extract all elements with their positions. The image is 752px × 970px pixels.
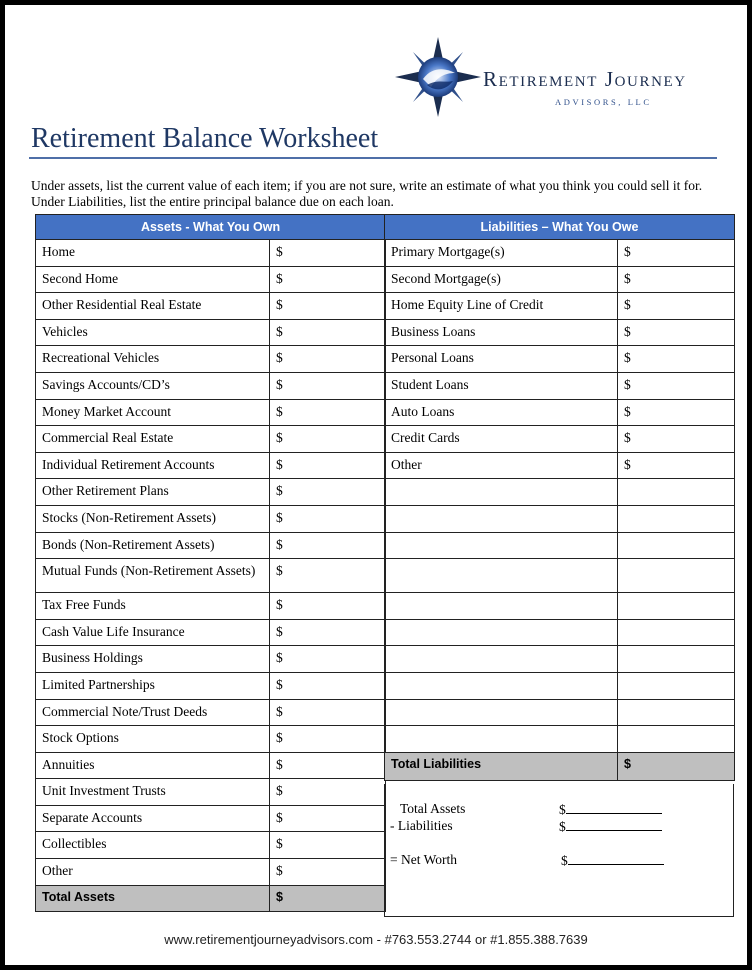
liabilities-row bbox=[385, 505, 735, 532]
asset-label-text: Commercial Real Estate bbox=[42, 430, 174, 446]
asset-label bbox=[36, 859, 270, 886]
total-liabilities-label bbox=[385, 752, 618, 780]
liability-value-field[interactable] bbox=[618, 372, 735, 399]
currency-symbol: $ bbox=[276, 536, 283, 552]
liability-value-field[interactable] bbox=[618, 646, 735, 673]
liability-label bbox=[385, 505, 618, 532]
asset-label bbox=[36, 399, 270, 426]
asset-value-field[interactable] bbox=[270, 505, 386, 532]
asset-value-field[interactable] bbox=[270, 726, 386, 753]
liability-value-field[interactable] bbox=[618, 452, 735, 479]
liabilities-row bbox=[385, 619, 735, 646]
asset-value-field[interactable] bbox=[270, 479, 386, 506]
total-assets-text: Total Assets bbox=[42, 889, 115, 904]
liability-label bbox=[385, 399, 618, 426]
asset-label bbox=[36, 805, 270, 832]
asset-label-text: Tax Free Funds bbox=[42, 597, 126, 613]
liability-value-field[interactable] bbox=[618, 293, 735, 320]
liability-label-text: Student Loans bbox=[391, 376, 469, 392]
assets-row bbox=[36, 646, 386, 673]
assets-row bbox=[36, 399, 386, 426]
asset-value-field[interactable] bbox=[270, 293, 386, 320]
asset-label-text: Commercial Note/Trust Deeds bbox=[42, 703, 208, 719]
summary-net-worth-field[interactable] bbox=[561, 852, 664, 869]
liability-label bbox=[385, 672, 618, 699]
asset-value-field[interactable] bbox=[270, 672, 386, 699]
asset-value-field[interactable] bbox=[270, 832, 386, 859]
asset-label bbox=[36, 532, 270, 559]
currency-symbol: $ bbox=[624, 430, 631, 446]
liability-label bbox=[385, 426, 618, 453]
liabilities-row bbox=[385, 399, 735, 426]
liability-label bbox=[385, 293, 618, 320]
liability-value-field[interactable] bbox=[618, 240, 735, 267]
liabilities-row bbox=[385, 372, 735, 399]
liability-label bbox=[385, 559, 618, 593]
liabilities-row bbox=[385, 346, 735, 373]
currency-symbol: $ bbox=[276, 403, 283, 419]
liability-value-field[interactable] bbox=[618, 266, 735, 293]
currency-symbol: $ bbox=[276, 703, 283, 719]
asset-value-field[interactable] bbox=[270, 452, 386, 479]
asset-value-field[interactable] bbox=[270, 646, 386, 673]
asset-label bbox=[36, 479, 270, 506]
currency-symbol: $ bbox=[276, 597, 283, 613]
currency-symbol: $ bbox=[624, 403, 631, 419]
currency-symbol: $ bbox=[276, 430, 283, 446]
worksheet-page bbox=[5, 5, 747, 965]
assets-row bbox=[36, 672, 386, 699]
asset-label bbox=[36, 752, 270, 779]
currency-symbol: $ bbox=[276, 756, 283, 772]
liability-value-field[interactable] bbox=[618, 672, 735, 699]
asset-value-field[interactable] bbox=[270, 372, 386, 399]
currency-symbol: $ bbox=[624, 244, 631, 259]
currency-symbol: $ bbox=[276, 623, 283, 639]
currency-symbol: $ bbox=[276, 889, 283, 904]
asset-value-field[interactable] bbox=[270, 699, 386, 726]
assets-row bbox=[36, 726, 386, 753]
net-worth-summary bbox=[384, 784, 734, 917]
asset-label bbox=[36, 699, 270, 726]
liabilities-header: Liabilities – What You Owe bbox=[385, 215, 735, 240]
brand-name: Retirement Journey bbox=[483, 67, 687, 91]
currency-symbol: $ bbox=[624, 323, 631, 339]
currency-symbol: $ bbox=[276, 809, 283, 825]
currency-symbol: $ bbox=[276, 483, 283, 499]
asset-label bbox=[36, 240, 270, 267]
asset-label-text: Second Home bbox=[42, 270, 119, 286]
assets-row bbox=[36, 479, 386, 506]
asset-value-field[interactable] bbox=[270, 399, 386, 426]
currency-symbol: $ bbox=[276, 376, 283, 392]
currency-symbol: $ bbox=[276, 676, 283, 692]
asset-label bbox=[36, 832, 270, 859]
currency-symbol: $ bbox=[559, 819, 566, 834]
liability-label-text: Personal Loans bbox=[391, 350, 474, 366]
asset-label-text: Other Residential Real Estate bbox=[42, 297, 202, 313]
asset-label-text: Collectibles bbox=[42, 836, 107, 852]
assets-row bbox=[36, 319, 386, 346]
assets-row bbox=[36, 779, 386, 806]
total-assets-field[interactable] bbox=[270, 885, 386, 911]
asset-value-field[interactable] bbox=[270, 319, 386, 346]
liabilities-row bbox=[385, 646, 735, 673]
asset-label-text: Limited Partnerships bbox=[42, 676, 155, 692]
asset-label-text: Business Holdings bbox=[42, 650, 143, 666]
brand-subtitle: ADVISORS, LLC bbox=[555, 97, 652, 107]
liabilities-row bbox=[385, 532, 735, 559]
asset-value-field[interactable] bbox=[270, 593, 386, 620]
liabilities-row bbox=[385, 726, 735, 753]
asset-label bbox=[36, 426, 270, 453]
liability-label bbox=[385, 479, 618, 506]
asset-label-text: Stocks (Non-Retirement Assets) bbox=[42, 509, 216, 525]
asset-label-text: Individual Retirement Accounts bbox=[42, 456, 215, 472]
asset-label bbox=[36, 346, 270, 373]
title-divider bbox=[29, 157, 717, 159]
asset-label-text: Money Market Account bbox=[42, 403, 171, 419]
compass-logo-icon bbox=[393, 35, 483, 119]
assets-row bbox=[36, 293, 386, 320]
asset-label-text: Home bbox=[42, 244, 75, 259]
liability-value-field[interactable] bbox=[618, 346, 735, 373]
liabilities-row bbox=[385, 240, 735, 267]
asset-label-text: Savings Accounts/CD’s bbox=[42, 376, 170, 392]
asset-label bbox=[36, 372, 270, 399]
currency-symbol: $ bbox=[276, 297, 283, 313]
liabilities-row bbox=[385, 426, 735, 453]
assets-row bbox=[36, 805, 386, 832]
liability-value-field[interactable] bbox=[618, 505, 735, 532]
asset-label bbox=[36, 293, 270, 320]
liability-label bbox=[385, 319, 618, 346]
page-title: Retirement Balance Worksheet bbox=[31, 123, 379, 154]
asset-value-field[interactable] bbox=[270, 859, 386, 886]
asset-label-text: Stock Options bbox=[42, 730, 119, 746]
asset-value-field[interactable] bbox=[270, 805, 386, 832]
asset-label-text: Bonds (Non-Retirement Assets) bbox=[42, 536, 215, 552]
assets-row bbox=[36, 532, 386, 559]
intro-text: Under assets, list the current value of each item; if you are not sure, write an estimate of what you think you could sell it for. Under Liabilities, list the entire principal balance due on each loan. bbox=[31, 178, 703, 209]
asset-label-text: Other bbox=[42, 863, 73, 879]
liability-label bbox=[385, 619, 618, 646]
currency-symbol: $ bbox=[624, 297, 631, 313]
summary-total-assets-field[interactable] bbox=[559, 801, 662, 818]
asset-label bbox=[36, 559, 270, 593]
asset-label-text: Annuities bbox=[42, 756, 95, 772]
liabilities-row bbox=[385, 452, 735, 479]
currency-symbol: $ bbox=[276, 863, 283, 879]
currency-symbol: $ bbox=[276, 730, 283, 746]
asset-label-text: Recreational Vehicles bbox=[42, 350, 160, 366]
liability-label bbox=[385, 726, 618, 753]
liabilities-table bbox=[384, 214, 735, 781]
liabilities-row bbox=[385, 319, 735, 346]
assets-row bbox=[36, 752, 386, 779]
footer-contact: www.retirementjourneyadvisors.com - #763.553.2744 or #1.855.388.7639 bbox=[164, 932, 588, 947]
asset-label-text: Separate Accounts bbox=[42, 809, 143, 825]
liability-value-field[interactable] bbox=[618, 619, 735, 646]
liability-label bbox=[385, 372, 618, 399]
assets-row bbox=[36, 619, 386, 646]
assets-row bbox=[36, 859, 386, 886]
total-liabilities-text: Total Liabilities bbox=[391, 756, 482, 771]
total-liabilities-row bbox=[385, 752, 735, 780]
asset-value-field[interactable] bbox=[270, 266, 386, 293]
assets-row bbox=[36, 452, 386, 479]
total-liabilities-field[interactable] bbox=[618, 752, 735, 780]
assets-row bbox=[36, 372, 386, 399]
asset-label-text: Other Retirement Plans bbox=[42, 483, 169, 499]
liability-label bbox=[385, 240, 618, 267]
liability-value-field[interactable] bbox=[618, 593, 735, 620]
asset-label bbox=[36, 319, 270, 346]
currency-symbol: $ bbox=[276, 244, 283, 259]
assets-row bbox=[36, 559, 386, 593]
liabilities-row bbox=[385, 293, 735, 320]
asset-value-field[interactable] bbox=[270, 752, 386, 779]
summary-net-worth-label: = Net Worth bbox=[390, 852, 458, 867]
currency-symbol: $ bbox=[561, 853, 568, 868]
assets-row bbox=[36, 699, 386, 726]
assets-row bbox=[36, 832, 386, 859]
liability-value-field[interactable] bbox=[618, 479, 735, 506]
asset-label bbox=[36, 646, 270, 673]
liability-value-field[interactable] bbox=[618, 426, 735, 453]
liability-label bbox=[385, 532, 618, 559]
currency-symbol: $ bbox=[624, 350, 631, 366]
liabilities-row bbox=[385, 699, 735, 726]
liability-label-text: Business Loans bbox=[391, 323, 476, 339]
asset-label bbox=[36, 266, 270, 293]
asset-label bbox=[36, 726, 270, 753]
asset-value-field[interactable] bbox=[270, 779, 386, 806]
assets-row bbox=[36, 426, 386, 453]
liability-value-field[interactable] bbox=[618, 726, 735, 753]
liability-label bbox=[385, 593, 618, 620]
liability-value-field[interactable] bbox=[618, 532, 735, 559]
asset-value-field[interactable] bbox=[270, 559, 386, 593]
total-assets-label bbox=[36, 885, 270, 911]
currency-symbol: $ bbox=[276, 509, 283, 525]
summary-liabilities-field[interactable] bbox=[559, 818, 662, 835]
liability-label bbox=[385, 346, 618, 373]
currency-symbol: $ bbox=[276, 836, 283, 852]
currency-symbol: $ bbox=[624, 756, 631, 771]
currency-symbol: $ bbox=[559, 802, 566, 817]
currency-symbol: $ bbox=[276, 350, 283, 366]
liability-value-field[interactable] bbox=[618, 699, 735, 726]
liability-label-text: Auto Loans bbox=[391, 403, 455, 419]
assets-table bbox=[35, 214, 386, 912]
summary-total-assets-label: Total Assets bbox=[400, 801, 466, 816]
asset-label bbox=[36, 779, 270, 806]
assets-row bbox=[36, 346, 386, 373]
liabilities-row bbox=[385, 559, 735, 593]
liability-value-field[interactable] bbox=[618, 319, 735, 346]
liability-label bbox=[385, 266, 618, 293]
liability-value-field[interactable] bbox=[618, 559, 735, 593]
liability-label-text: Other bbox=[391, 456, 422, 472]
liability-label-text: Credit Cards bbox=[391, 430, 460, 446]
assets-row bbox=[36, 266, 386, 293]
liability-label-text: Primary Mortgage(s) bbox=[391, 244, 505, 259]
asset-value-field[interactable] bbox=[270, 240, 386, 267]
asset-label bbox=[36, 593, 270, 620]
currency-symbol: $ bbox=[624, 376, 631, 392]
asset-label-text: Unit Investment Trusts bbox=[42, 783, 166, 799]
asset-label bbox=[36, 505, 270, 532]
assets-row bbox=[36, 505, 386, 532]
asset-label bbox=[36, 672, 270, 699]
liability-value-field[interactable] bbox=[618, 399, 735, 426]
assets-header: Assets - What You Own bbox=[36, 215, 386, 240]
currency-symbol: $ bbox=[276, 270, 283, 286]
currency-symbol: $ bbox=[276, 563, 283, 579]
currency-symbol: $ bbox=[276, 456, 283, 472]
asset-label-text: Mutual Funds (Non-Retirement Assets) bbox=[42, 563, 256, 579]
asset-value-field[interactable] bbox=[270, 426, 386, 453]
liability-label bbox=[385, 452, 618, 479]
liability-label bbox=[385, 699, 618, 726]
liability-label-text: Second Mortgage(s) bbox=[391, 270, 501, 286]
currency-symbol: $ bbox=[276, 650, 283, 666]
asset-label-text: Vehicles bbox=[42, 323, 88, 339]
asset-label bbox=[36, 452, 270, 479]
asset-value-field[interactable] bbox=[270, 619, 386, 646]
liabilities-row bbox=[385, 672, 735, 699]
currency-symbol: $ bbox=[624, 456, 631, 472]
liabilities-row bbox=[385, 479, 735, 506]
total-assets-row bbox=[36, 885, 386, 911]
liabilities-row bbox=[385, 593, 735, 620]
currency-symbol: $ bbox=[624, 270, 631, 286]
liability-label bbox=[385, 646, 618, 673]
assets-row bbox=[36, 593, 386, 620]
summary-liabilities-label: - Liabilities bbox=[390, 818, 453, 833]
asset-value-field[interactable] bbox=[270, 346, 386, 373]
asset-label bbox=[36, 619, 270, 646]
asset-label-text: Cash Value Life Insurance bbox=[42, 623, 185, 639]
currency-symbol: $ bbox=[276, 783, 283, 799]
currency-symbol: $ bbox=[276, 323, 283, 339]
asset-value-field[interactable] bbox=[270, 532, 386, 559]
assets-row bbox=[36, 240, 386, 267]
liabilities-row bbox=[385, 266, 735, 293]
liability-label-text: Home Equity Line of Credit bbox=[391, 297, 544, 313]
